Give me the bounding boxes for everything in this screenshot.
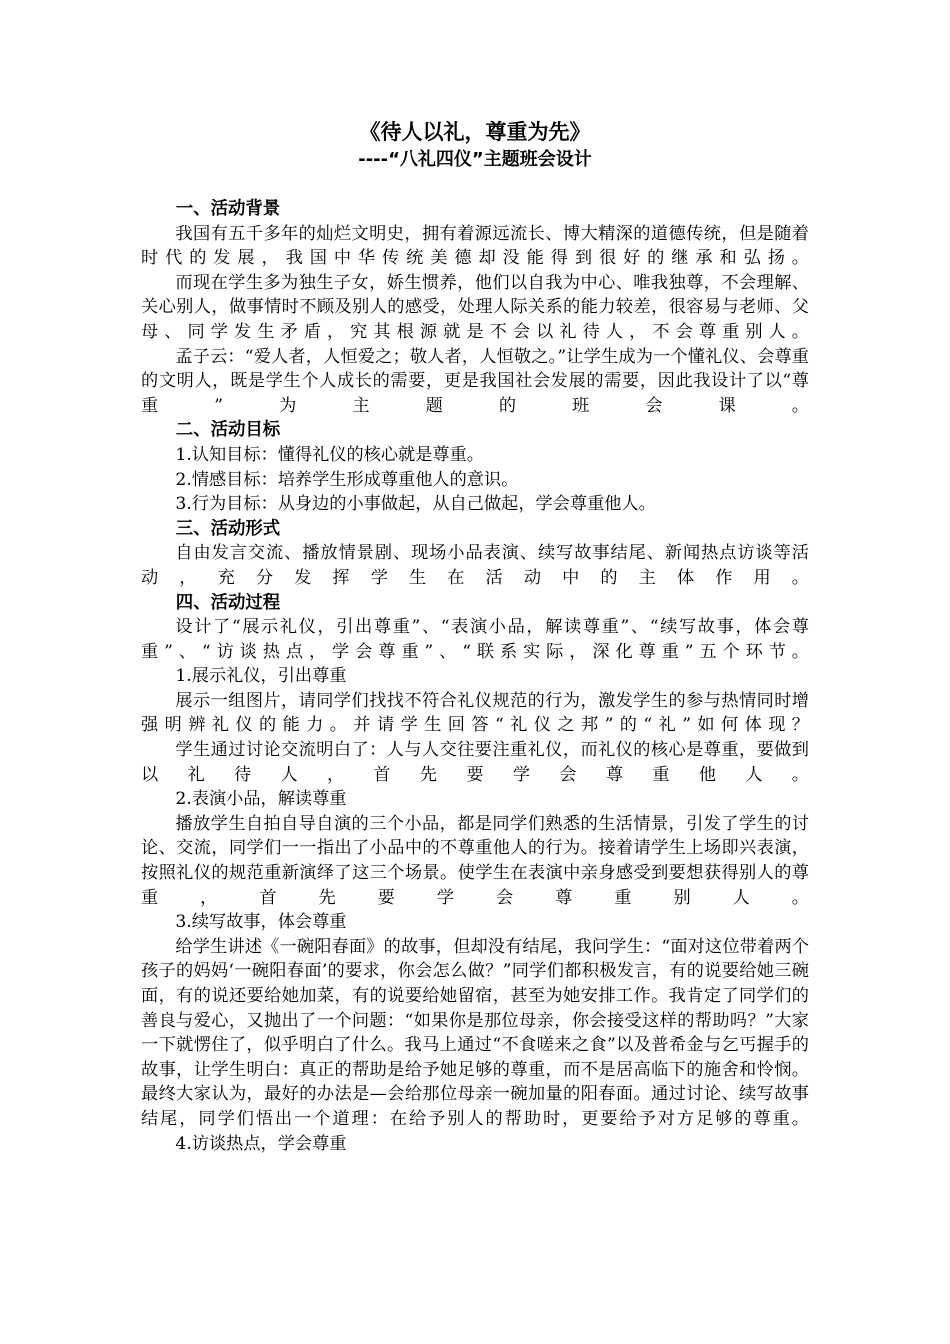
section-heading: 四、活动过程 [175, 592, 281, 613]
document-title: 《待人以礼，尊重为先》 [359, 120, 591, 144]
paragraph: 而现在学生多为独生子女，娇生惯养，他们以自我为中心、唯我独尊，不会理解、关心别人，做事情时不顾及别人的感受，处理人际关系的能力较差，很容易与老师、父母、同学发生矛盾，究其根源就是不会以礼待人，不会尊重别人。 [141, 272, 809, 342]
paragraph: 3.续写故事，体会尊重 [175, 912, 347, 933]
paragraph: 2.情感目标：培养学生形成尊重他人的意识。 [175, 469, 519, 490]
paragraph: 设计了“展示礼仪，引出尊重”、“表演小品，解读尊重”、“续写故事，体会尊重”、“访谈热点，学会尊重”、“联系实际，深化尊重”五个环节。 [141, 617, 809, 662]
paragraph: 给学生讲述《一碗阳春面》的故事，但却没有结尾，我问学生：“面对这位带着两个孩子的妈妈‘一碗阳春面’的要求，你会怎么做？”同学们都积极发言，有的说要给她三碗面，有的说还要给她加菜，有的说要给她留宿，甚至为她安排工作。我肯定了同学们的善良与爱心，又抛出了一个问题：“如果你是那位母亲，你会接受这样的帮助吗？”大家一下就愣住了，似乎明白了什么。我马上通过“不食嗟来之食”以及普希金与乞丐握手的故事，让学生明白：真正的帮助是给予她足够的尊重，而不是居高临下的施舍和怜悯。最终大家认为，最好的办法是—会给那位母亲一碗加量的阳春面。通过讨论、续写故事结尾，同学们悟出一个道理：在给予别人的帮助时，更要给予对方足够的尊重。 [141, 936, 809, 1129]
section-heading: 一、活动背景 [175, 199, 281, 219]
document-body [141, 197, 809, 1156]
section-heading: 三、活动形式 [175, 518, 281, 539]
paragraph: 2.表演小品，解读尊重 [175, 789, 347, 810]
paragraph: 3.行为目标：从身边的小事做起，从自己做起，学会尊重他人。 [175, 494, 656, 515]
paragraph: 自由发言交流、播放情景剧、现场小品表演、续写故事结尾、新闻热点访谈等活动，充分发挥学生在活动中的主体作用。 [141, 543, 809, 588]
paragraph: 我国有五千多年的灿烂文明史，拥有着源远流长、博大精深的道德传统，但是随着时代的发展，我国中华传统美德却没能得到很好的继承和弘扬。 [141, 223, 809, 269]
paragraph: 1.展示礼仪，引出尊重 [175, 666, 347, 687]
document-subtitle: ----“八礼四仪”主题班会设计 [358, 149, 592, 170]
paragraph: 孟子云：“爱人者，人恒爱之；敬人者，人恒敬之。”让学生成为一个懂礼仪、会尊重的文明人，既是学生个人成长的需要，更是我国社会发展的需要，因此我设计了以“尊重”为主题的班会课。 [141, 346, 809, 416]
paragraph: 学生通过讨论交流明白了：人与人交往要注重礼仪，而礼仪的核心是尊重，要做到以礼待人，首先要学会尊重他人。 [141, 740, 809, 785]
paragraph: 4.访谈热点，学会尊重 [175, 1133, 347, 1154]
paragraph: 播放学生自拍自导自演的三个小品，都是同学们熟悉的生活情景，引发了学生的讨论、交流，同学们一一指出了小品中的不尊重他人的行为。接着请学生上场即兴表演，按照礼仪的规范重新演绎了这三个场景。使学生在表演中亲身感受到要想获得别人的尊重，首先要学会尊重别人。 [141, 813, 809, 908]
section-heading: 二、活动目标 [175, 420, 281, 441]
paragraph: 展示一组图片，请同学们找找不符合礼仪规范的行为，激发学生的参与热情同时增强明辨礼仪的能力。并请学生回答“礼仪之邦”的“礼”如何体现？ [141, 690, 809, 736]
paragraph: 1.认知目标：懂得礼仪的核心就是尊重。 [175, 444, 484, 465]
